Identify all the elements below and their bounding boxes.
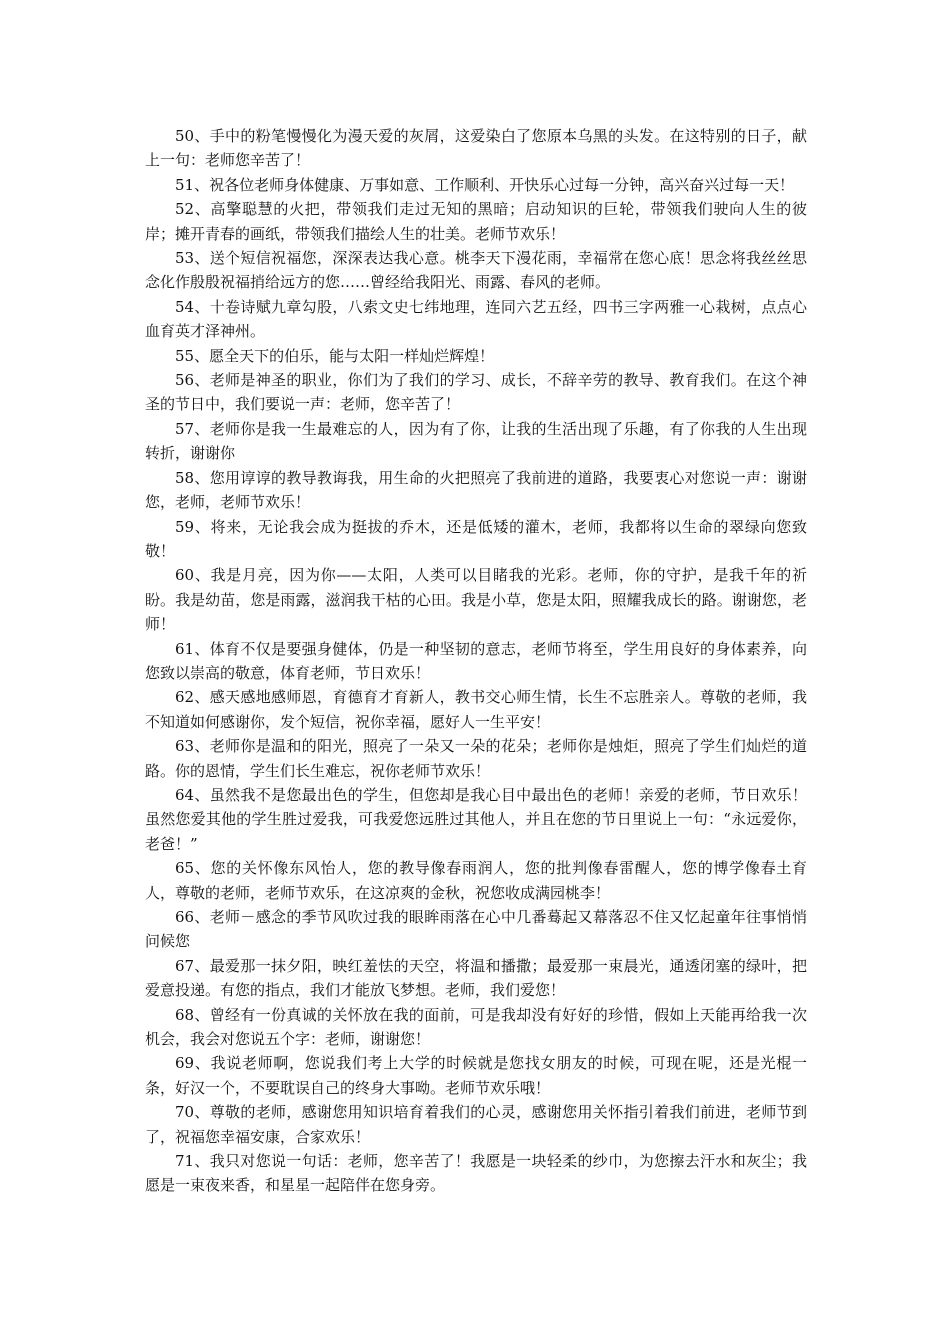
- paragraph-66: 66、老师－感念的季节风吹过我的眼眸雨落在心中几番蓦起又幕落忍不住又忆起童年往事悄悄问候您: [145, 908, 807, 951]
- paragraph-54: 54、十卷诗赋九章勾股，八索文史七纬地理，连同六艺五经，四书三字两雅一心栽树，点点心血育英才泽神州。: [145, 297, 807, 341]
- paragraph-53: 53、送个短信祝福您，深深表达我心意。桃李天下漫花雨，幸福常在您心底！思念将我丝丝思念化作殷殷祝福捎给远方的您……曾经给我阳光、雨露、春风的老师。: [145, 249, 807, 292]
- paragraph-50: 50、手中的粉笔慢慢化为漫天爱的灰屑，这爱染白了您原本乌黑的头发。在这特别的日子，献上一句：老师您辛苦了！: [145, 127, 807, 170]
- paragraph-59: 59、将来，无论我会成为挺拔的乔木，还是低矮的灌木，老师，我都将以生命的翠绿向您致敬！: [145, 517, 807, 560]
- paragraph-58: 58、您用谆谆的教导教诲我，用生命的火把照亮了我前进的道路，我要衷心对您说一声：谢谢您，老师，老师节欢乐！: [145, 468, 807, 512]
- paragraph-71: 71、我只对您说一句话：老师，您辛苦了！我愿是一块轻柔的纱巾，为您擦去汗水和灰尘；我愿是一束夜来香，和星星一起陪伴在您身旁。: [145, 1152, 807, 1195]
- paragraph-63: 63、老师你是温和的阳光，照亮了一朵又一朵的花朵；老师你是烛炬，照亮了学生们灿烂的道路。你的恩情，学生们长生难忘，祝你老师节欢乐！: [145, 737, 807, 780]
- paragraph-69: 69、我说老师啊，您说我们考上大学的时候就是您找女朋友的时候，可现在呢，还是光棍一条，好汉一个，不要耽误自己的终身大事呦。老师节欢乐哦！: [145, 1054, 807, 1097]
- paragraph-67: 67、最爱那一抹夕阳，映红羞怯的天空，将温和播撒；最爱那一束晨光，通透闭塞的绿叶，把爱意投递。有您的指点，我们才能放飞梦想。老师，我们爱您！: [145, 956, 807, 1000]
- document-body: [145, 124, 807, 1198]
- paragraph-68: 68、曾经有一份真诚的关怀放在我的面前，可是我却没有好好的珍惜，假如上天能再给我一次机会，我会对您说五个字：老师，谢谢您！: [145, 1005, 807, 1049]
- paragraph-65: 65、您的关怀像东风怡人，您的教导像春雨润人，您的批判像春雷醒人，您的博学像春土育人，尊敬的老师，老师节欢乐，在这凉爽的金秋，祝您收成满园桃李！: [145, 859, 807, 902]
- paragraph-64: 64、虽然我不是您最出色的学生，但您却是我心目中最出色的老师！亲爱的老师，节日欢乐！虽然您爱其他的学生胜过爱我，可我爱您远胜过其他人，并且在您的节日里说上一句：“永远爱你，老爸！”: [145, 785, 807, 853]
- paragraph-70: 70、尊敬的老师，感谢您用知识培育着我们的心灵，感谢您用关怀指引着我们前进，老师节到了，祝福您幸福安康，合家欢乐！: [145, 1103, 807, 1146]
- paragraph-52: 52、高擎聪慧的火把，带领我们走过无知的黑暗；启动知识的巨轮，带领我们驶向人生的彼岸；摊开青春的画纸，带领我们描绘人生的壮美。老师节欢乐！: [145, 200, 807, 243]
- paragraph-62: 62、感天感地感师恩，育德育才育新人，教书交心师生情，长生不忘胜亲人。尊敬的老师，我不知道如何感谢你，发个短信，祝你幸福，愿好人一生平安！: [145, 688, 807, 731]
- paragraph-51: 51、祝各位老师身体健康、万事如意、工作顺利、开快乐心过每一分钟，高兴奋兴过每一天！: [175, 175, 795, 194]
- paragraph-55: 55、愿全天下的伯乐，能与太阳一样灿烂辉煌！: [175, 346, 495, 365]
- paragraph-57: 57、老师你是我一生最难忘的人，因为有了你，让我的生活出现了乐趣，有了你我的人生出现转折，谢谢你: [145, 419, 807, 463]
- paragraph-61: 61、体育不仅是要强身健体，仍是一种坚韧的意志，老师节将至，学生用良好的身体素养，向您致以崇高的敬意，体育老师，节日欢乐！: [145, 639, 807, 682]
- paragraph-56: 56、老师是神圣的职业，你们为了我们的学习、成长，不辞辛劳的教导、教育我们。在这个神圣的节日中，我们要说一声：老师，您辛苦了！: [145, 371, 807, 414]
- paragraph-60: 60、我是月亮，因为你——太阳，人类可以目睹我的光彩。老师，你的守护，是我千年的祈盼。我是幼苗，您是雨露，滋润我干枯的心田。我是小草，您是太阳，照耀我成长的路。谢谢您，老师！: [145, 566, 807, 634]
